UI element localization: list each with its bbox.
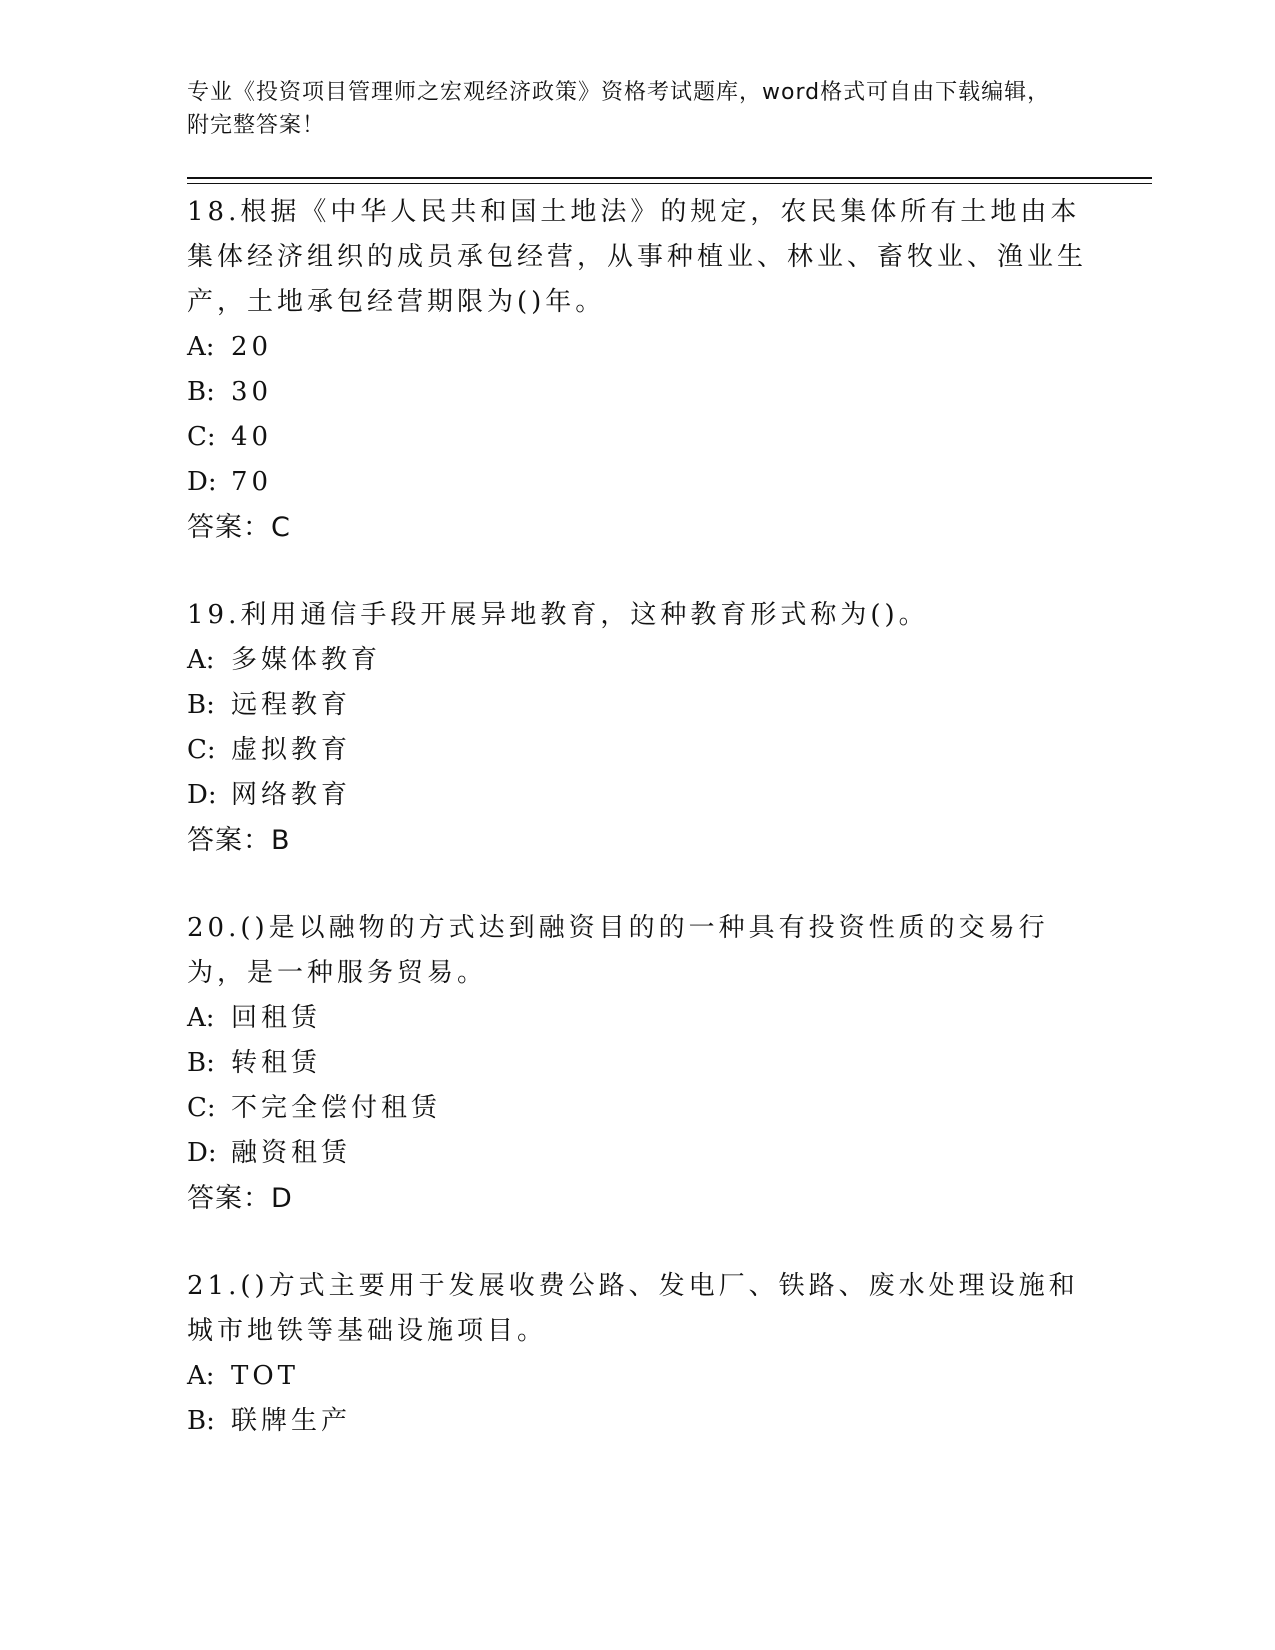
option-label: A: [187, 1003, 215, 1033]
option-d [187, 460, 1087, 505]
option-d [187, 773, 1087, 818]
option-label: A: [187, 332, 215, 362]
answer: 答案：B [187, 825, 291, 856]
option-text: 不完全偿付租赁 [231, 1093, 442, 1123]
option-label: B: [187, 377, 215, 407]
question-stem: 18.根据《中华人民共和国土地法》的规定，农民集体所有土地由本集体经济组织的成员承包经营，从事种植业、林业、畜牧业、渔业生产，土地承包经营期限为()年。 [187, 197, 1088, 317]
option-text: 虚拟教育 [231, 735, 352, 765]
option-text: 多媒体教育 [231, 645, 382, 675]
question-stem: 19.利用通信手段开展异地教育，这种教育形式称为()。 [187, 600, 929, 630]
option-label: B: [187, 1406, 215, 1436]
option-text: 20 [231, 332, 273, 362]
question-19 [187, 593, 1087, 864]
answer: 答案：C [187, 512, 291, 543]
option-text: 网络教育 [231, 780, 352, 810]
answer: 答案：D [187, 1183, 293, 1214]
option-c [187, 415, 1087, 460]
option-c [187, 728, 1087, 773]
option-label: D: [187, 467, 217, 497]
question-18 [187, 190, 1087, 551]
question-21 [187, 1264, 1087, 1444]
option-a [187, 638, 1087, 683]
option-label: B: [187, 1048, 215, 1078]
question-stem: 21.()方式主要用于发展收费公路、发电厂、铁路、废水处理设施和城市地铁等基础设施项目。 [187, 1271, 1079, 1346]
question-20 [187, 906, 1087, 1222]
option-a [187, 1354, 1087, 1399]
option-label: B: [187, 690, 215, 720]
question-stem: 20.()是以融物的方式达到融资目的的一种具有投资性质的交易行为，是一种服务贸易。 [187, 913, 1049, 988]
option-text: 联牌生产 [231, 1406, 352, 1436]
option-c [187, 1086, 1087, 1131]
option-label: A: [187, 1361, 215, 1391]
option-label: C: [187, 1093, 216, 1123]
option-text: 融资租赁 [231, 1138, 352, 1168]
option-text: 远程教育 [231, 690, 352, 720]
header-rule-thick [187, 177, 1152, 179]
header-rule-thin [187, 183, 1152, 184]
option-label: C: [187, 422, 216, 452]
option-d [187, 1131, 1087, 1176]
option-text: 70 [231, 467, 273, 497]
option-text: 回租赁 [231, 1003, 322, 1033]
option-text: TOT [231, 1361, 299, 1391]
option-label: D: [187, 780, 217, 810]
option-a [187, 325, 1087, 370]
document-header: 专业《投资项目管理师之宏观经济政策》资格考试题库，word格式可自由下载编辑，附完整答案！ [187, 80, 1051, 138]
option-b [187, 370, 1087, 415]
option-b [187, 1399, 1087, 1444]
question-list [187, 190, 1087, 1486]
option-label: C: [187, 735, 216, 765]
option-b [187, 1041, 1087, 1086]
option-text: 40 [231, 422, 273, 452]
option-b [187, 683, 1087, 728]
option-label: A: [187, 645, 215, 675]
option-label: D: [187, 1138, 217, 1168]
option-text: 转租赁 [231, 1048, 322, 1078]
option-text: 30 [231, 377, 273, 407]
option-a [187, 996, 1087, 1041]
